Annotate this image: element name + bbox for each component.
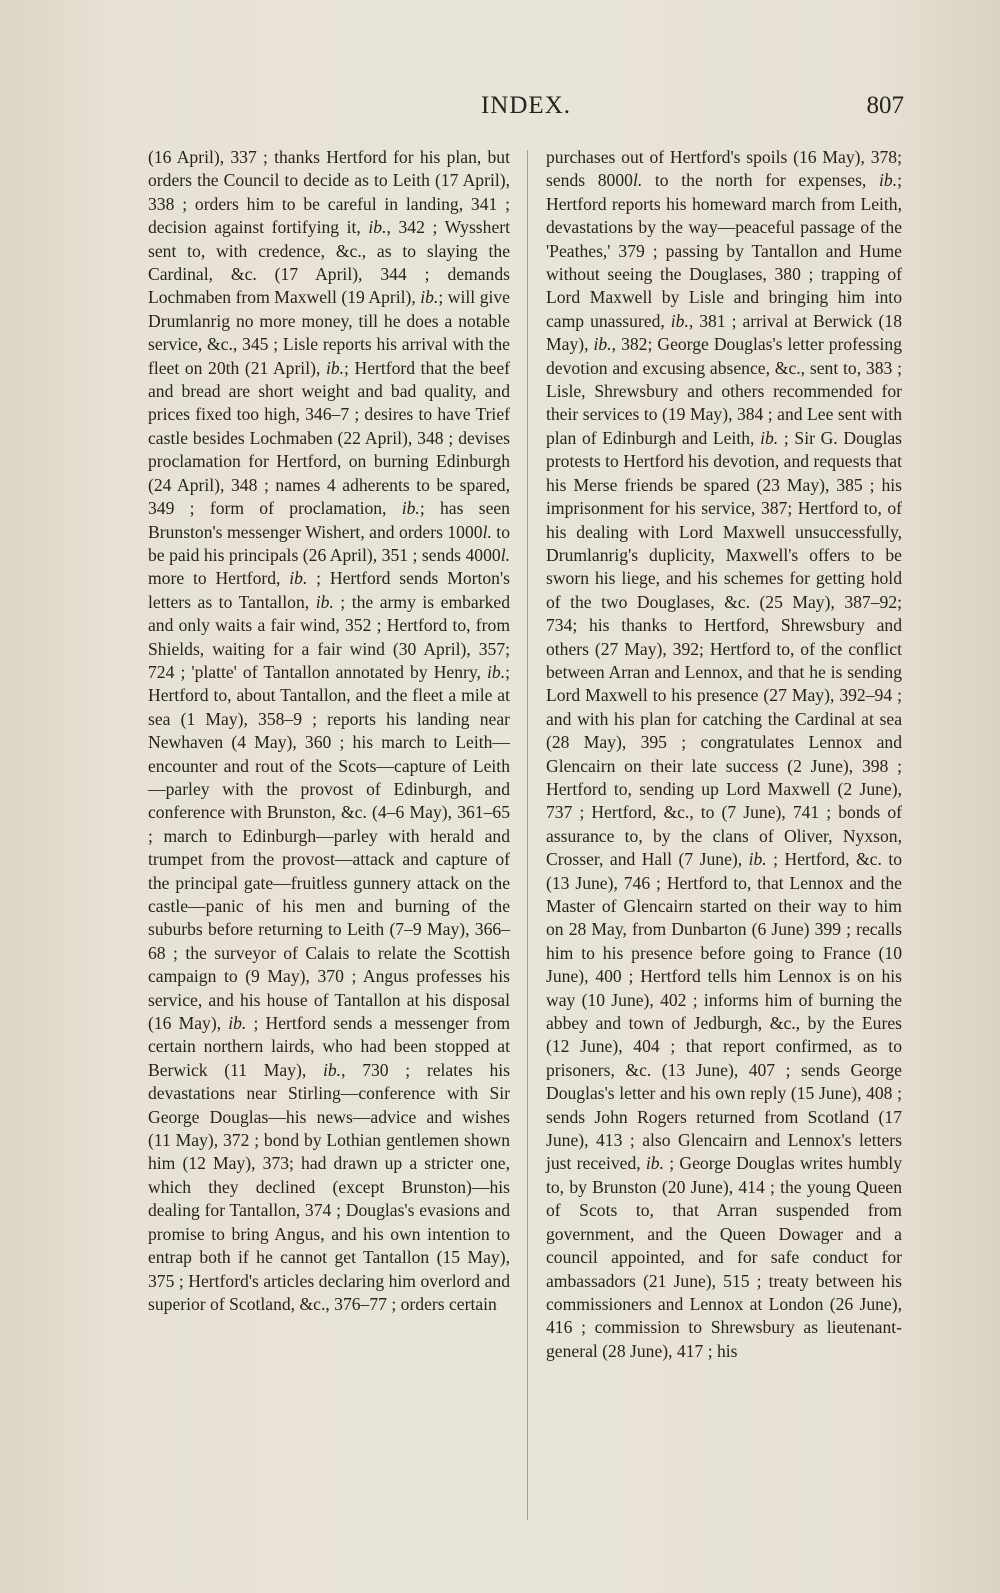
page-header	[148, 92, 904, 128]
index-text: (16 April), 337 ; thanks Hertford for his plan, but orders the Council to decide as to Leith (17 April), 338 ; orders him to be careful in landing, 341 ; decision against fortifying it,	[148, 147, 510, 238]
index-text: ; Hertford to, about Tantallon, and the fleet a mile at sea (1 May), 358–9 ; reports his landing near Newhaven (4 May), 360 ; his march to Leith—encounter and rout of the Scots—capture of Leith—parley with the provost of Edinburgh, and conference with Brunston, &c. (4–6 May), 361–65 ; march to Edinburgh—parley with herald and trumpet from the provost—attack and capture of the principal gate—fruitless gunnery attack on the castle—panic of his men and burning of the suburbs before returning to Leith (7–9 May), 366–68 ; the surveyor of Calais to relate the Scottish campaign to (9 May), 370 ; Angus professes his service, and his house of Tantallon at his disposal (16 May),	[148, 661, 510, 1034]
index-text: to be paid his principals (26 April), 351 ; sends 4000	[148, 521, 510, 565]
index-abbrev: ib.	[487, 661, 506, 682]
index-abbrev: ib.	[289, 568, 308, 589]
index-text: ; has seen Brunston's messenger Wishert, and orders 1000	[148, 498, 510, 542]
index-text: to the north for expenses,	[642, 170, 880, 191]
index-text: ; Hertford that the beef and bread are short weight and bad quality, and prices fixed too high, 346–7 ; desires to have Trief castle besides Lochmaben (22 April), 348 ; devises proclamation for Hertford, on burning Edinburgh (24 April), 348 ; names 4 adherents to be spared, 349 ; form of proclamation,	[148, 357, 510, 519]
index-column-left	[148, 146, 510, 1316]
index-abbrev: ib.	[670, 310, 689, 331]
index-text: ; Hertford, &c. to (13 June), 746 ; Hertford to, that Lennox and the Master of Glencairn started on their way to him on 28 May, from Dunbarton (6 June) 399 ; recalls him to his presence before going to France (10 June), 400 ; Hertford tells him Lennox is on his way (10 June), 402 ; informs him of burning the abbey and town of Jedburgh, &c., by the Eures (12 June), 404 ; that report confirmed, as to prisoners, &c. (13 June), 407 ; sends George Douglas's letter and his own reply (15 June), 408 ; sends John Rogers returned from Scotland (17 June), 413 ; also Glencairn and Lennox's letters just received,	[546, 849, 903, 1174]
index-abbrev: ib.	[323, 1059, 342, 1080]
index-abbrev: ib.	[879, 170, 898, 191]
index-abbrev: ib.	[645, 1153, 664, 1174]
index-text: ; Hertford sends Morton's letters as to Tantallon,	[148, 568, 510, 612]
index-abbrev: ib.	[593, 334, 612, 355]
index-abbrev: ib.	[228, 1013, 247, 1034]
index-text: ; will give Drumlanrig no more money, till he does a notable service, &c., 345 ; Lisle reports his arrival with the fleet on 20th (21 April),	[148, 287, 510, 378]
index-column-right	[546, 146, 902, 1363]
column-divider	[527, 150, 528, 1520]
index-abbrev: ib.	[401, 498, 420, 519]
index-abbrev: ib.	[748, 849, 767, 870]
index-text: purchases out of Hertford's spoils (16 May), 378; sends 8000	[546, 147, 902, 191]
index-abbrev: ib.	[760, 427, 779, 448]
page-number: 807	[866, 92, 904, 119]
index-text: ; the army is embarked and only waits a fair wind, 352 ; Hertford to, from Shields, waiting for a fair wind (30 April), 357; 724 ; 'platte' of Tantallon annotated by Henry,	[148, 591, 511, 682]
index-abbrev: ib.	[325, 357, 345, 378]
index-text: more to Hertford,	[148, 568, 290, 589]
index-text: , 730 ; relates his devastations near Stirling—conference with Sir George Douglas—his news—advice and wishes (11 May), 372 ; bond by Lothian gentlemen shown him (12 May), 373; had drawn up a stricter one, which they declined (except Brunston)—his dealing for Tantallon, 374 ; Douglas's evasions and promise to bring Angus, and his own intention to entrap both if he cannot get Tantallon (15 May), 375 ; Hertford's articles declaring him overlord and superior of Scotland, &c., 376–77 ; orders certain	[148, 1059, 510, 1314]
index-text: , 382; George Douglas's letter professing devotion and excusing absence, &c., sent to, 383 ; Lisle, Shrewsbury and others recommended for their services to (19 May), 384 ; and Lee sent with plan of Edinburgh and Leith,	[546, 334, 902, 448]
index-text: , 381 ; arrival at Berwick (18 May),	[546, 310, 903, 355]
index-abbrev: ib.	[420, 287, 439, 308]
index-text: ; George Douglas writes humbly to, by Brunston (20 June), 414 ; the young Queen of Scots to, that Arran suspended from government, and the Queen Dowager and a council appointed, and for safe conduct for ambassadors (21 June), 515 ; treaty between his commissioners and Lennox at London (26 June), 416 ; commission to Shrewsbury as lieutenant-general (28 June), 417 ; his	[546, 1153, 902, 1361]
index-abbrev: l.	[632, 170, 643, 191]
index-text: ; Sir G. Douglas protests to Hertford his devotion, and requests that his Merse friends be spared (23 May), 385 ; his imprisonment for his service, 387; Hertford to, of his dealing with Lord Maxwell unsuccessfully, Drumlanrig's duplicity, Maxwell's offers to be sworn his liege, and his schemes for getting hold of the two Douglases, &c. (25 May), 387–92; 734; his thanks to Hertford, Shrewsbury and others (27 May), 392; Hertford to, of the conflict between Arran and Lennox, and that he is sending Lord Maxwell to his presence (27 May), 392–94 ; and with his plan for catching the Cardinal at sea (28 May), 395 ; congratulates Lennox and Glencairn on their late success (2 June), 398 ; Hertford to, sending up Lord Maxwell (2 June), 737 ; Hertford, &c., to (7 June), 741 ; bonds of assurance to, by the clans of Oliver, Nyxson, Crosser, and Hall (7 June),	[546, 427, 903, 870]
index-abbrev: ib.	[368, 217, 387, 238]
index-abbrev: l.	[500, 544, 510, 565]
page-title: INDEX.	[480, 92, 571, 119]
index-text: ; Hertford sends a messenger from certain northern lairds, who had been stopped at Berwick (11 May),	[148, 1013, 510, 1080]
index-text: , 342 ; Wysshert sent to, with credence, &c., as to slaying the Cardinal, &c. (17 April), 344 ; demands Lochmaben from Maxwell (19 April),	[148, 217, 510, 308]
index-text: ; Hertford reports his homeward march from Leith, devastations by the way—peaceful passage of the 'Peathes,' 379 ; passing by Tantallon and Hume without seeing the Douglases, 380 ; trapping of Lord Maxwell by Lisle and bringing him into camp unassured,	[546, 170, 902, 331]
index-abbrev: l.	[482, 521, 492, 542]
index-abbrev: ib.	[315, 591, 334, 612]
